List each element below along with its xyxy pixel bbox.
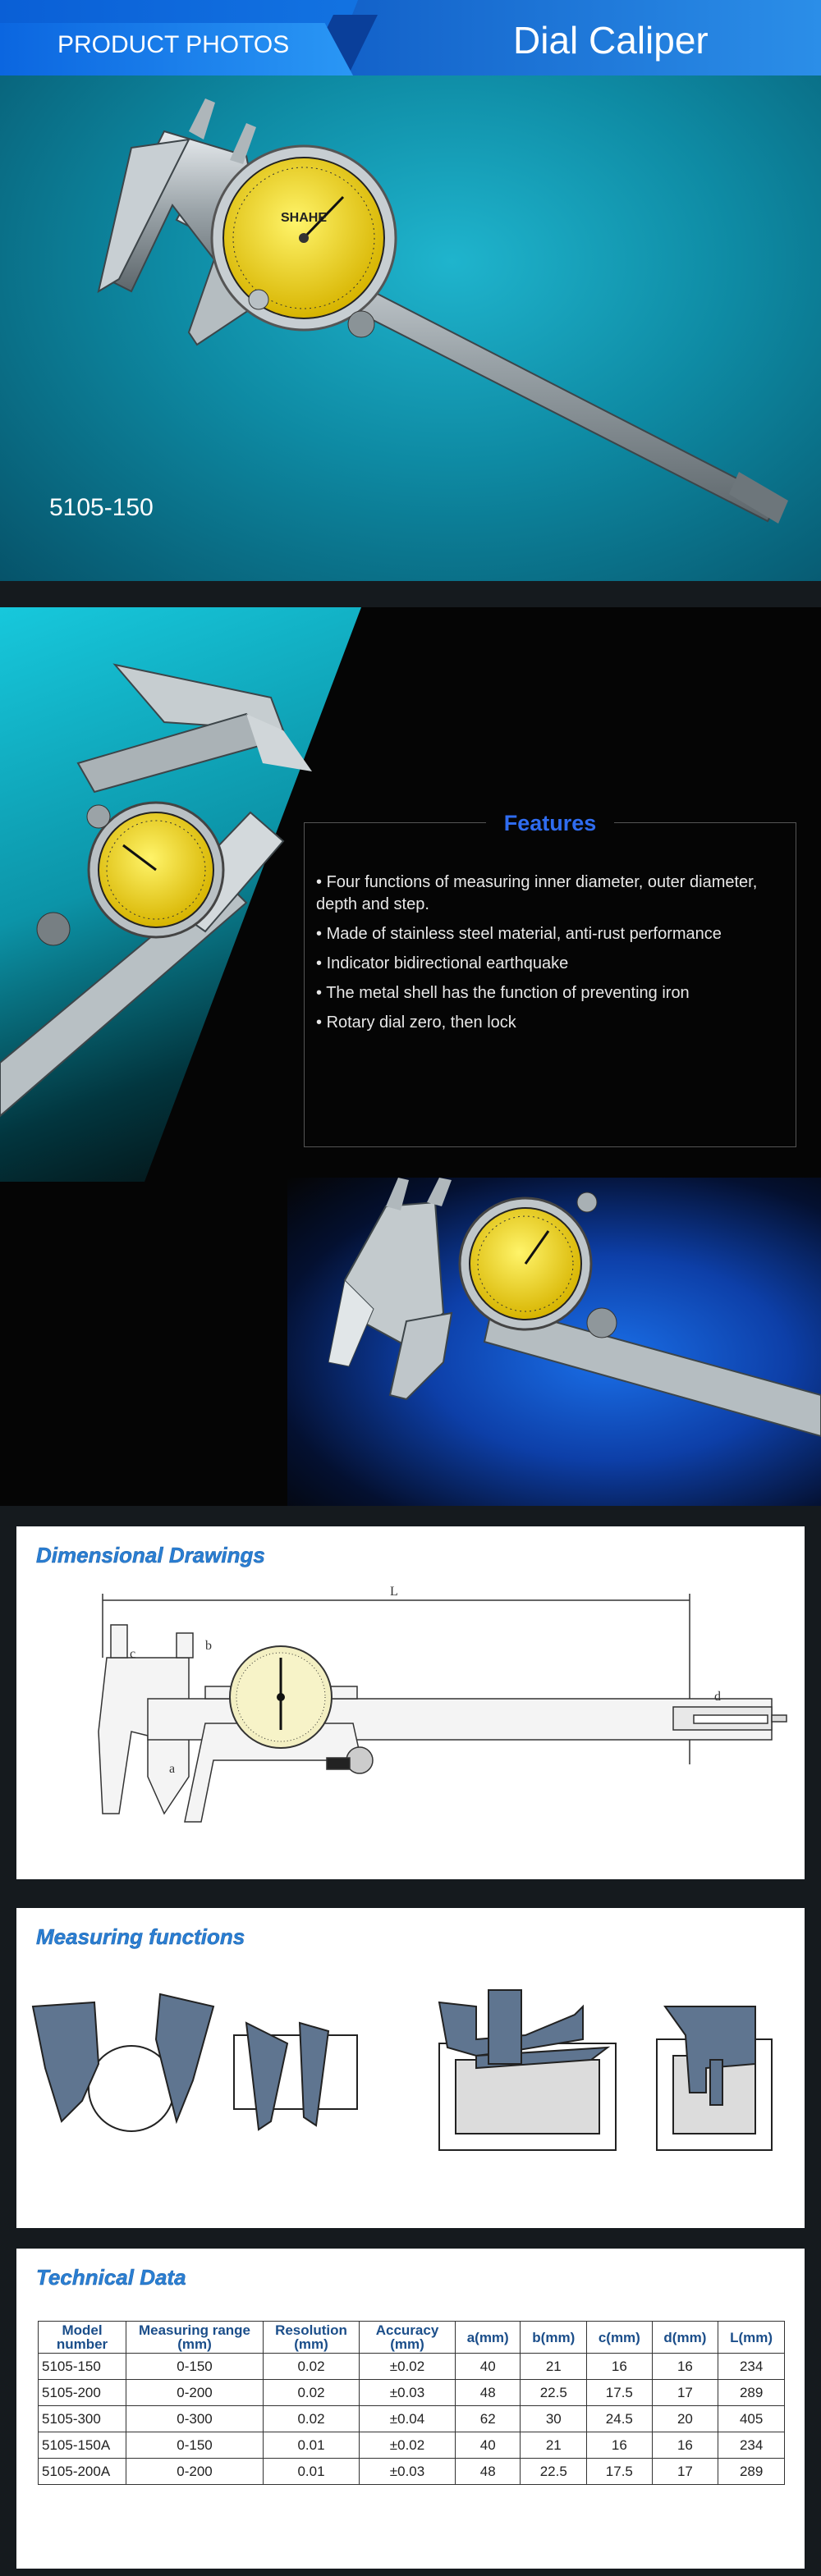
dimensional-drawings-panel	[16, 1526, 805, 1879]
table-row: 5105-150A 0-150 0.01 ±0.02 40 21 16 16 234	[39, 2432, 785, 2459]
technical-table	[38, 2321, 785, 2485]
caliper-photo-angled	[0, 607, 345, 1132]
dial-brand: SHAHE	[280, 211, 328, 225]
features-list	[316, 872, 792, 1041]
table-row: 5105-300 0-300 0.02 ±0.04 62 30 24.5 20 405	[39, 2406, 785, 2432]
feature-item: • Rotary dial zero, then lock	[316, 1013, 516, 1032]
measuring-diagrams	[16, 1957, 805, 2212]
table-header-row	[39, 2322, 785, 2354]
feature-item: • Made of stainless steel material, anti-rust performance	[316, 925, 722, 943]
caliper-photo-blue	[328, 1174, 821, 1502]
product-photo-section	[0, 0, 821, 581]
col-header: Model number	[39, 2322, 126, 2354]
dim-label-b: b	[205, 1639, 212, 1653]
caliper-photo-main	[0, 82, 821, 542]
page-title: Dial Caliper	[513, 19, 709, 62]
col-header: c(mm)	[587, 2322, 652, 2354]
features-section	[0, 607, 821, 1506]
measuring-functions-panel	[16, 1908, 805, 2228]
col-header: Measuring range (mm)	[126, 2322, 264, 2354]
dim-label-L: L	[390, 1585, 398, 1599]
feature-item: • Four functions of measuring inner diameter, outer diameter, depth and step.	[316, 873, 758, 913]
feature-item: • Indicator bidirectional earthquake	[316, 954, 569, 972]
col-header: Accuracy (mm)	[360, 2322, 456, 2354]
col-header: L(mm)	[718, 2322, 785, 2354]
col-header: b(mm)	[521, 2322, 587, 2354]
dim-label-d: d	[714, 1690, 721, 1704]
col-header: a(mm)	[456, 2322, 521, 2354]
technical-title: Technical Data	[36, 2265, 186, 2290]
product-photos-label: PRODUCT PHOTOS	[57, 31, 290, 58]
technical-data-panel	[16, 2249, 805, 2569]
table-row: 5105-200 0-200 0.02 ±0.03 48 22.5 17.5 17 289	[39, 2380, 785, 2406]
col-header: d(mm)	[652, 2322, 718, 2354]
features-title: Features	[486, 811, 615, 835]
dim-label-a: a	[169, 1762, 176, 1776]
table-row: 5105-200A 0-200 0.01 ±0.03 48 22.5 17.5 17 289	[39, 2459, 785, 2485]
table-row: 5105-150 0-150 0.02 ±0.02 40 21 16 16 234	[39, 2354, 785, 2380]
feature-item: • The metal shell has the function of preventing iron	[316, 984, 690, 1002]
model-number: 5105-150	[49, 494, 154, 521]
dimensional-drawing	[16, 1576, 805, 1846]
measuring-title: Measuring functions	[36, 1924, 245, 1949]
col-header: Resolution (mm)	[264, 2322, 360, 2354]
dim-label-c: c	[130, 1647, 136, 1661]
drawings-title: Dimensional Drawings	[36, 1543, 265, 1567]
